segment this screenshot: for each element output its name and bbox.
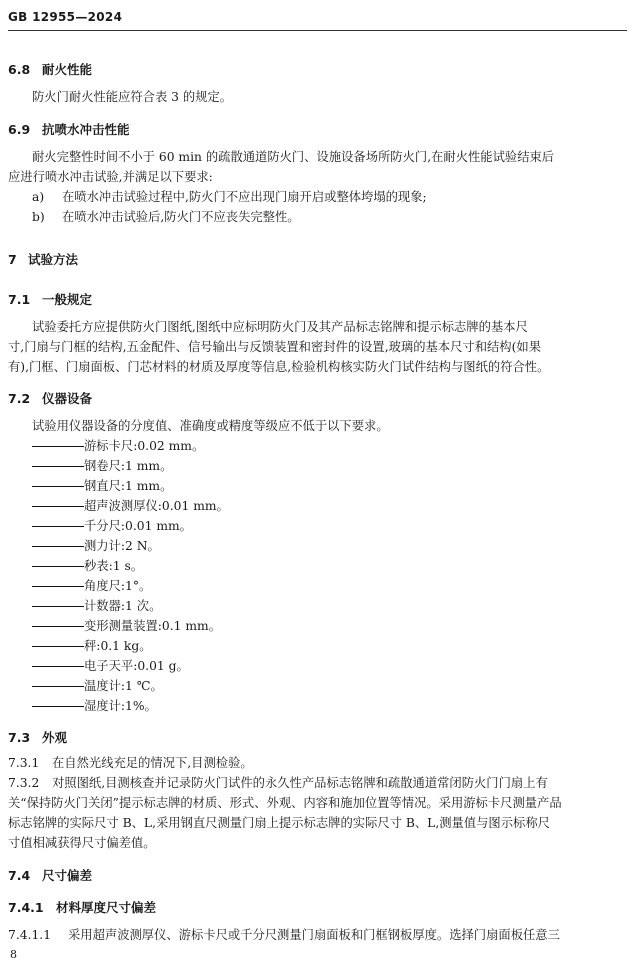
list-text: 在喷水冲击试验后,防火门不应丧失完整性。	[62, 210, 300, 224]
heading-7-3	[8, 728, 67, 746]
paragraph-7-1-line: 有),门框、门扇面板、门芯材料的材质及厚度等信息,检验机构核实防火门试件结构与图纸的符合性。	[8, 360, 550, 374]
heading-number: 7.4	[8, 868, 31, 883]
instrument-text: 超声波测厚仪:0.01 mm。	[84, 499, 229, 513]
heading-title: 耐火性能	[42, 62, 93, 77]
list-text: 在喷水冲击试验过程中,防火门不应出现门扇开启或整体垮塌的现象;	[62, 190, 427, 204]
dash-marker	[32, 626, 84, 628]
clause-7-4-1-1	[8, 924, 560, 946]
instrument-item	[32, 535, 160, 557]
list-item-a	[32, 186, 427, 208]
heading-title: 试验方法	[28, 252, 79, 267]
heading-number: 7.1	[8, 292, 31, 307]
heading-title: 抗喷水冲击性能	[42, 122, 130, 137]
dash-marker	[32, 526, 84, 528]
heading-7	[8, 250, 78, 268]
page-number: 8	[10, 948, 17, 961]
instrument-text: 计数器:1 次。	[84, 599, 162, 613]
instrument-item	[32, 695, 157, 717]
dash-marker	[32, 686, 84, 688]
dash-marker	[32, 566, 84, 568]
instrument-item	[32, 635, 152, 657]
instrument-text: 游标卡尺:0.02 mm。	[84, 439, 205, 453]
dash-marker	[32, 466, 84, 468]
heading-number: 7.3	[8, 730, 31, 745]
heading-number: 7.2	[8, 391, 31, 406]
dash-marker	[32, 646, 84, 648]
dash-marker	[32, 606, 84, 608]
instrument-item	[32, 515, 192, 537]
clause-7-3-2	[8, 772, 548, 794]
list-item-b	[32, 206, 300, 228]
dash-marker	[32, 486, 84, 488]
paragraph-6-9-line: 应进行喷水冲击试验,并满足以下要求:	[8, 170, 213, 184]
paragraph-6-9-line: 耐火完整性时间不小于 60 min 的疏散通道防火门、设施设备场所防火门,在耐火性能试验结束后	[32, 150, 555, 164]
paragraph-7-1-line: 寸,门扇与门框的结构,五金配件、信号输出与反馈装置和密封件的设置,玻璃的基本尺寸和结构(如果	[8, 340, 541, 354]
instrument-text: 测力计:2 N。	[84, 539, 160, 553]
heading-7-4	[8, 866, 92, 884]
dash-marker	[32, 546, 84, 548]
dash-marker	[32, 446, 84, 448]
instrument-text: 钢卷尺:1 mm。	[84, 459, 173, 473]
dash-marker	[32, 706, 84, 708]
clause-7-3-1	[8, 752, 253, 774]
instrument-text: 温度计:1 ℃。	[84, 679, 163, 693]
instrument-item	[32, 655, 189, 677]
instrument-text: 角度尺:1°。	[84, 579, 152, 593]
heading-title: 尺寸偏差	[42, 868, 93, 883]
clause-text: 对照图纸,目测核查并记录防火门试件的永久性产品标志铭牌和疏散通道常闭防火门门扇上有	[52, 776, 548, 790]
heading-title: 仪器设备	[42, 391, 93, 406]
instrument-text: 电子天平:0.01 g。	[84, 659, 189, 673]
heading-number: 6.8	[8, 62, 31, 77]
instrument-item	[32, 435, 204, 457]
heading-title: 材料厚度尺寸偏差	[56, 900, 157, 915]
paragraph-7-2-intro: 试验用仪器设备的分度值、准确度或精度等级应不低于以下要求。	[32, 419, 389, 433]
heading-title: 外观	[42, 730, 68, 745]
instrument-item	[32, 555, 143, 577]
instrument-text: 秤:0.1 kg。	[84, 639, 152, 653]
instrument-item	[32, 615, 221, 637]
list-marker: a)	[32, 190, 45, 204]
instrument-item	[32, 455, 172, 477]
paragraph-6-8: 防火门耐火性能应符合表 3 的规定。	[32, 90, 233, 104]
heading-7-2	[8, 389, 92, 407]
heading-number: 7.4.1	[8, 900, 44, 915]
heading-6-8	[8, 60, 92, 78]
instrument-item	[32, 675, 163, 697]
clause-7-3-2-line: 关“保持防火门关闭”提示标志牌的材质、形式、外观、内容和施加位置等情况。采用游标卡尺测量产品	[8, 796, 562, 810]
instrument-text: 变形测量装置:0.1 mm。	[84, 619, 222, 633]
dash-marker	[32, 586, 84, 588]
instrument-item	[32, 475, 172, 497]
header-rule	[8, 30, 627, 31]
heading-number: 7	[8, 252, 17, 267]
heading-6-9	[8, 120, 130, 138]
clause-text: 在自然光线充足的情况下,目测检验。	[52, 756, 253, 770]
instrument-item	[32, 495, 229, 517]
instrument-text: 钢直尺:1 mm。	[84, 479, 173, 493]
instrument-text: 秒表:1 s。	[84, 559, 144, 573]
clause-number: 7.3.1	[8, 756, 40, 770]
heading-7-4-1	[8, 898, 156, 916]
clause-7-3-2-line: 标志铭牌的实际尺寸 B、L,采用钢直尺测量门扇上提示标志牌的实际尺寸 B、L,测量值与图示标称尺	[8, 816, 550, 830]
clause-number: 7.4.1.1	[8, 928, 52, 942]
heading-number: 6.9	[8, 122, 31, 137]
heading-title: 一般规定	[42, 292, 93, 307]
heading-7-1	[8, 290, 92, 308]
list-marker: b)	[32, 210, 45, 224]
clause-number: 7.3.2	[8, 776, 40, 790]
dash-marker	[32, 666, 84, 668]
instrument-item	[32, 575, 151, 597]
paragraph-7-1-line: 试验委托方应提供防火门图纸,图纸中应标明防火门及其产品标志铭牌和提示标志牌的基本尺	[32, 320, 528, 334]
instrument-text: 千分尺:0.01 mm。	[84, 519, 192, 533]
dash-marker	[32, 506, 84, 508]
clause-text: 采用超声波测厚仪、游标卡尺或千分尺测量门扇面板和门框钢板厚度。选择门扇面板任意三	[68, 928, 560, 942]
clause-7-3-2-line: 寸值相减获得尺寸偏差值。	[8, 836, 156, 850]
instrument-text: 湿度计:1%。	[84, 699, 157, 713]
instrument-item	[32, 595, 161, 617]
standard-header: GB 12955—2024	[8, 10, 123, 24]
